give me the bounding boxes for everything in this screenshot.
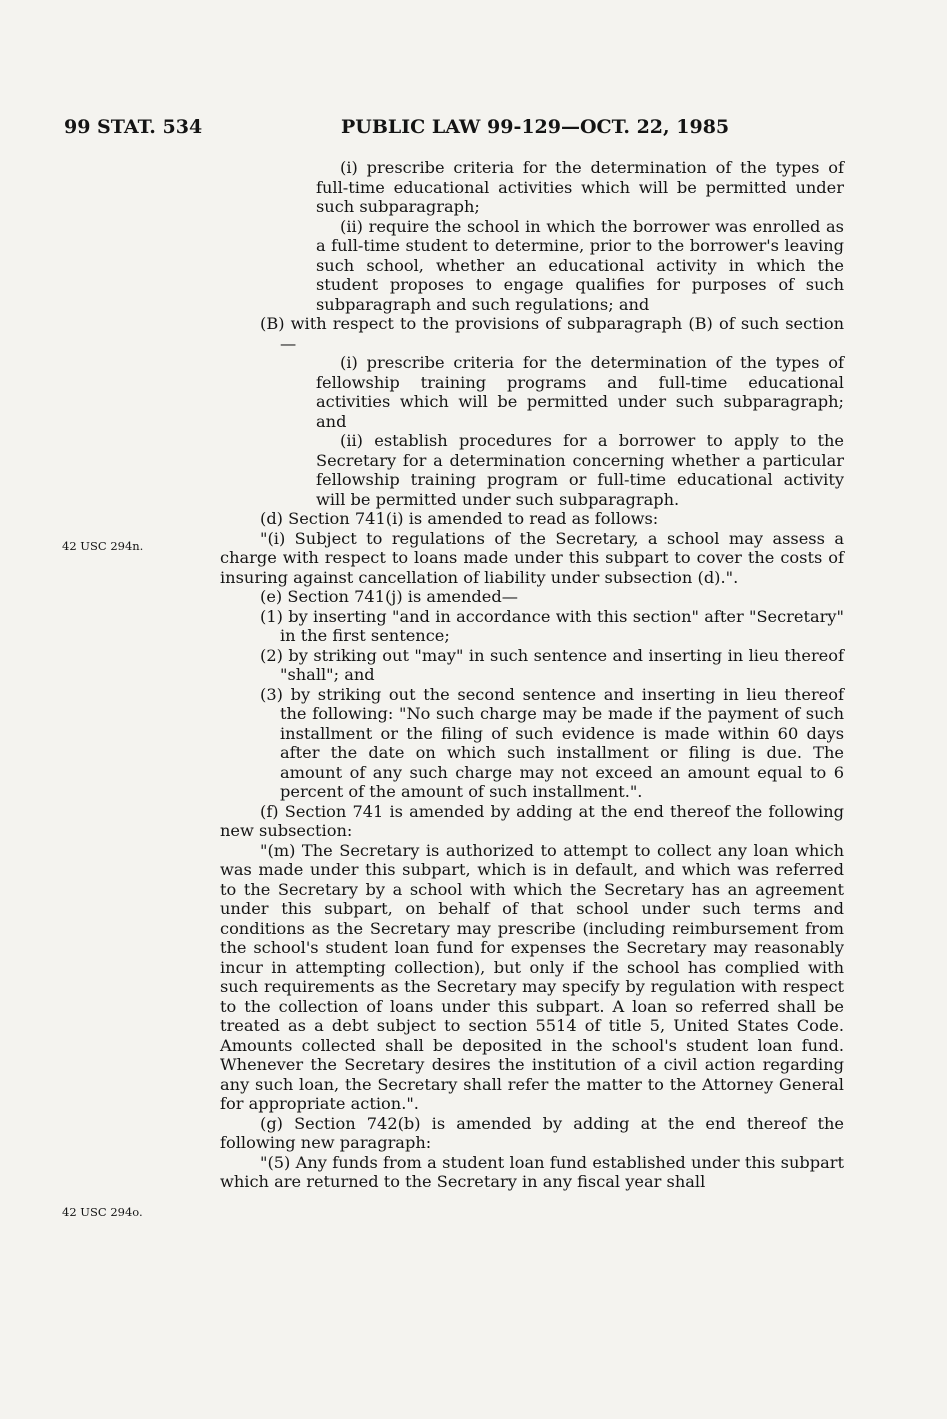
margin-note-294o: 42 USC 294o.: [62, 1205, 143, 1219]
margin-notes: [0, 0, 210, 1419]
section-e: (e) Section 741(j) is amended—: [260, 587, 518, 606]
margin-note-294n: 42 USC 294n.: [62, 539, 144, 553]
paragraph-b: (B) with respect to the provisions of subparagraph (B) of such section—: [260, 314, 844, 353]
section-e-2: (2) by striking out "may" in such sentence and inserting in lieu thereof "shall"; and: [260, 645, 844, 684]
body-text: [220, 158, 844, 1192]
statute-page-number: 99 STAT. 534: [64, 116, 203, 138]
paragraph-a-i: (i) prescribe criteria for the determination of the types of full-time educational activities which will be permitted under such subparagraph;: [316, 158, 844, 216]
paragraph-b-i: (i) prescribe criteria for the determination of the types of fellowship training programs and full-time educational activities which will be permitted under such subparagraph; and: [316, 353, 844, 431]
running-title: PUBLIC LAW 99-129—OCT. 22, 1985: [341, 116, 730, 138]
section-g: (g) Section 742(b) is amended by adding at the end thereof the following new paragraph:: [220, 1113, 844, 1152]
quoted-paragraph-5: "(5) Any funds from a student loan fund established under this subpart which are returned to the Secretary in any fiscal year shall: [220, 1152, 844, 1191]
quoted-subsection-i: "(i) Subject to regulations of the Secretary, a school may assess a charge with respect to loans made under this subpart to cover the costs of insuring against cancellation of liability under subsection (d).".: [220, 528, 844, 587]
section-e-1: (1) by inserting "and in accordance with this section" after "Secretary" in the first sentence;: [260, 606, 844, 645]
paragraph-b-ii: (ii) establish procedures for a borrower to apply to the Secretary for a determination concerning whether a particular fellowship training program or full-time educational activity will be permitted under such subparagraph.: [316, 431, 844, 509]
section-d: (d) Section 741(i) is amended to read as follows:: [260, 509, 659, 528]
quoted-subsection-m: "(m) The Secretary is authorized to attempt to collect any loan which was made under this subpart, which is in default, and which was referred to the Secretary by a school with which the Secretary has an agreement under this subpart, on behalf of that school under such terms and conditions as the Secretary may prescribe (including reimbursement from the school's student loan fund for expenses the Secretary may reasonably incur in attempting collection), but only if the school has complied with such requirements as the Secretary may specify by regulation with respect to the collection of loans under this subpart. A loan so referred shall be treated as a debt subject to section 5514 of title 5, United States Code. Amounts collected shall be deposited in the school's student loan fund. Whenever the Secretary desires the institution of a civil action regarding any such loan, the Secretary shall refer the matter to the Attorney General for appropriate action.".: [220, 840, 844, 1113]
section-e-3: (3) by striking out the second sentence and inserting in lieu thereof the following: "No such charge may be made if the payment of such installment or the filing of such evidence is made within 60 days after the date on which such installment or filing is due. The amount of any such charge may not exceed an amount equal to 6 percent of the amount of such installment.".: [260, 684, 844, 801]
section-f: (f) Section 741 is amended by adding at the end thereof the following new subsection:: [220, 801, 844, 840]
paragraph-a-ii: (ii) require the school in which the borrower was enrolled as a full-time student to determine, prior to the borrower's leaving such school, whether an educational activity in which the student proposes to engage qualifies for purposes of such subparagraph and such regulations; and: [316, 216, 844, 314]
